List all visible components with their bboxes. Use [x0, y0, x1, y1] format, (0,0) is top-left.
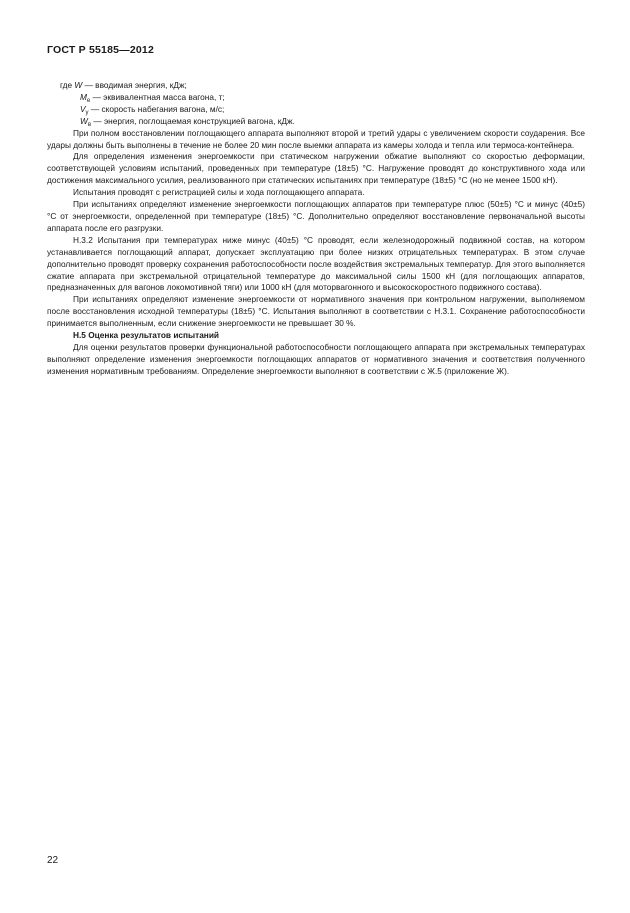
- definition-text: — энергия, поглощаемая конструкцией вагона, кДж.: [93, 115, 295, 126]
- definition-symbol: W: [74, 80, 83, 90]
- definition-item: [60, 116, 585, 128]
- paragraph-impact-repeat: При полном восстановлении поглощающего аппарата выполняют второй и третий удары с увеличением скорости соударения. Все удары должны быть выполнены в течение не более 20 мин после выемки аппарата из камеры холода и тепла или термоса-контейнера.: [47, 127, 585, 150]
- section-heading: Н.5 Оценка результатов испытаний: [73, 330, 220, 341]
- paragraph-n-3-2: Н.3.2 Испытания при температурах ниже минус (40±5) °С проводят, если железнодорожный подвижной состав, на котором устанавливается поглощающий аппарат, допускает эксплуатацию при более низких отрицательных температурах. В этом случае дополнительно проводят проверку сохранения работоспособности после воздействия экстремальных температур. Для этого выполняется сжатие аппарата при экстремальной отрицательной температуре до максимальной силы 1500 кН (для поглощающих аппаратов, предназначенных для вагонов локомотивной тяги) или 1000 кН (для моторвагонного и высокоскоростного подвижного состава).: [47, 234, 585, 293]
- paragraph-control-loading: При испытаниях определяют изменение энергоемкости от нормативного значения при контрольном нагружении, выполняемом после восстановления исходной температуры (18±5) °С. Испытания выполняют в соответствии с Н.3.1. Сохранение работоспособности принимается выполненным, если снижение энергоемкости не превышает 30 %.: [47, 294, 585, 329]
- paragraph-energy-change: При испытаниях определяют изменение энергоемкости поглощающих аппаратов при температуре плюс (50±5) °С и минус (40±5) °С от энергоемкости, определенной при температуре (18±5) °С. Дополнительно определяют восстановление первоначальной высоты аппарата после его разгрузки.: [47, 199, 585, 233]
- definition-intro: где: [60, 80, 73, 90]
- definition-text: — скорость набегания вагона, м/с;: [90, 103, 225, 114]
- page-header: ГОСТ Р 55185—2012: [47, 44, 155, 56]
- paragraph-registration: Испытания проводят с регистрацией силы и хода поглощающего аппарата.: [73, 187, 365, 198]
- definitions-list: [60, 80, 585, 128]
- definition-subscript: y: [85, 109, 89, 116]
- page-number: 22: [47, 855, 59, 866]
- document-body: [47, 80, 585, 378]
- definition-item: [60, 80, 585, 92]
- definition-subscript: в: [87, 121, 92, 128]
- paragraph-static-loading: Для определения изменения энергоемкости при статическом нагружении обжатие выполняют со скоростью деформации, соответствующей условиям испытаний, проведенных при температуре (18±5) °С. Нагружение проводят до конструктивного хода или достижения максимального усилия, реализованного при статических испытаниях при температуре (18±5) °С (но не менее 1500 кН).: [47, 151, 585, 186]
- definition-subscript: e: [86, 97, 91, 104]
- definition-item: [60, 104, 585, 116]
- definition-symbol: V: [80, 103, 86, 114]
- section-text: Для оценки результатов проверки функциональной работоспособности поглощающего аппарата при экстремальных температурах выполняют определение изменения энергоемкости поглощающих аппаратов от нормативного значения и соответствия полученного изменения нормативным требованиям. Определение энергоемкости выполняют в соответствии с Ж.5 (приложение Ж).: [47, 341, 585, 376]
- definition-item: [60, 92, 585, 104]
- definition-text: — вводимая энергия, кДж;: [84, 80, 187, 90]
- definition-symbol: M: [80, 91, 87, 102]
- definition-text: — эквивалентная масса вагона, т;: [92, 91, 225, 102]
- definition-symbol: W: [80, 115, 88, 126]
